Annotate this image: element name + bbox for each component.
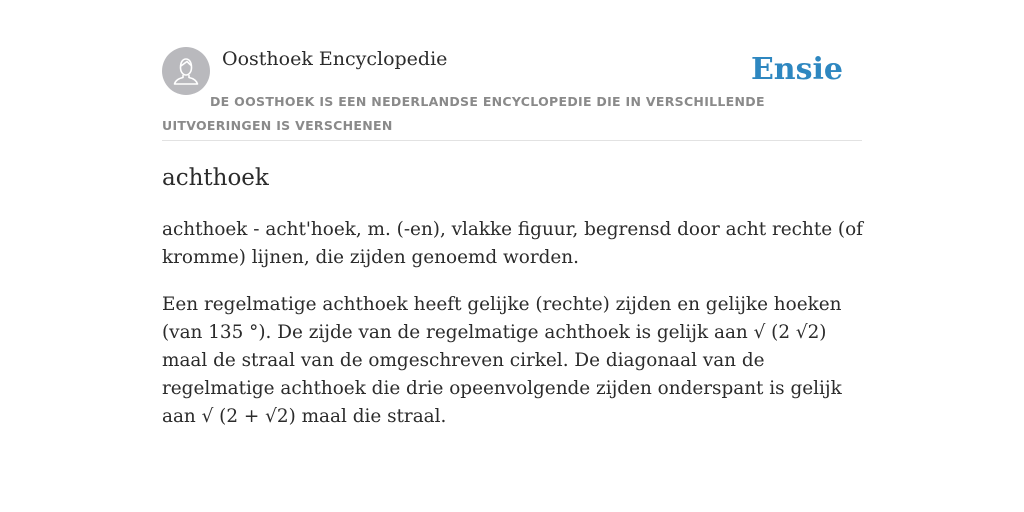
site-tagline: DE OOSTHOEK IS EEN NEDERLANDSE ENCYCLOPEDIE DIE IN VERSCHILLENDE UITVOERINGEN IS VERSCHENEN [162,94,765,133]
user-silhouette-icon [162,47,210,95]
avatar[interactable] [162,47,210,95]
entry-paragraph-1: achthoek - acht'hoek, m. (-en), vlakke figuur, begrensd door acht rechte (of kromme) lijnen, die zijden genoemd worden. [162,219,863,268]
entry-content [162,160,864,431]
entry-paragraph-2: Een regelmatige achthoek heeft gelijke (rechte) zijden en gelijke hoeken (van 135 °). De zijde van de regelmatige achthoek is gelijk aan √ (2 √2) maal de straal van de omgeschreven cirkel. De diagonaal van de regelmatige achthoek die drie opeenvolgende zijden onderspant is gelijk aan √ (2 + √2) maal die straal. [162,294,842,427]
brand-logo[interactable]: Ensie [750,52,843,87]
entry-title: achthoek [162,165,269,191]
site-header [162,46,862,141]
site-title[interactable]: Oosthoek Encyclopedie [222,48,448,70]
